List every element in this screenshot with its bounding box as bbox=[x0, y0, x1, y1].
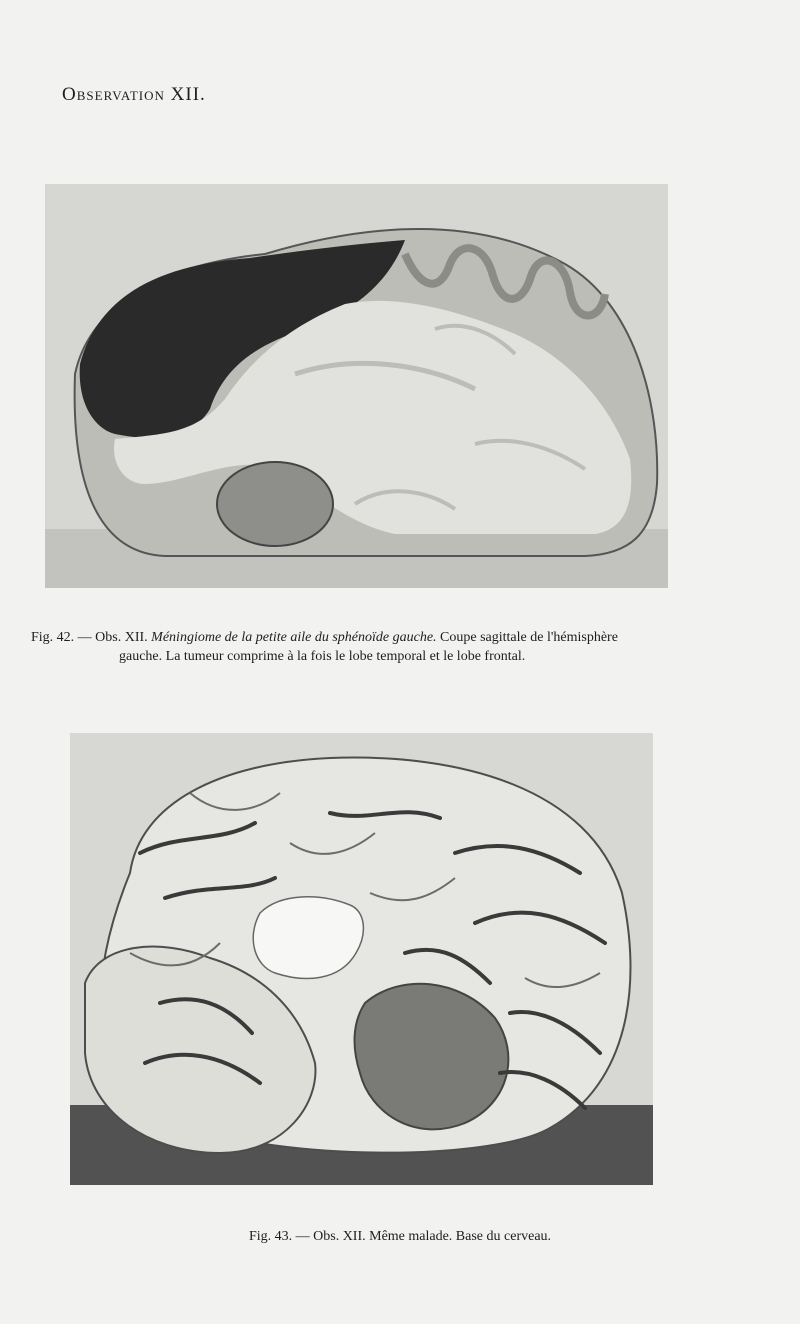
figure-42-caption-line1-rest: Coupe sagittale de l'hémisphère bbox=[440, 630, 618, 645]
page-header: Observation XII. bbox=[62, 84, 206, 105]
figure-42-caption-prefix: Fig. 42. — Obs. XII. bbox=[31, 630, 148, 645]
figure-42-caption-line2: gauche. La tumeur comprime à la fois le lobe temporal et le lobe frontal. bbox=[119, 649, 526, 664]
figure-43-brain-base-photo bbox=[70, 733, 653, 1185]
figure-42-caption bbox=[31, 628, 695, 666]
brain-base-illustration bbox=[70, 733, 653, 1185]
figure-43-caption: Fig. 43. — Obs. XII. Même malade. Base du cerveau. bbox=[248, 1229, 552, 1244]
sagittal-section-illustration bbox=[45, 184, 668, 588]
figure-42-caption-italic: Méningiome de la petite aile du sphénoïde gauche. bbox=[151, 630, 437, 645]
figure-42-sagittal-brain-photo bbox=[45, 184, 668, 588]
